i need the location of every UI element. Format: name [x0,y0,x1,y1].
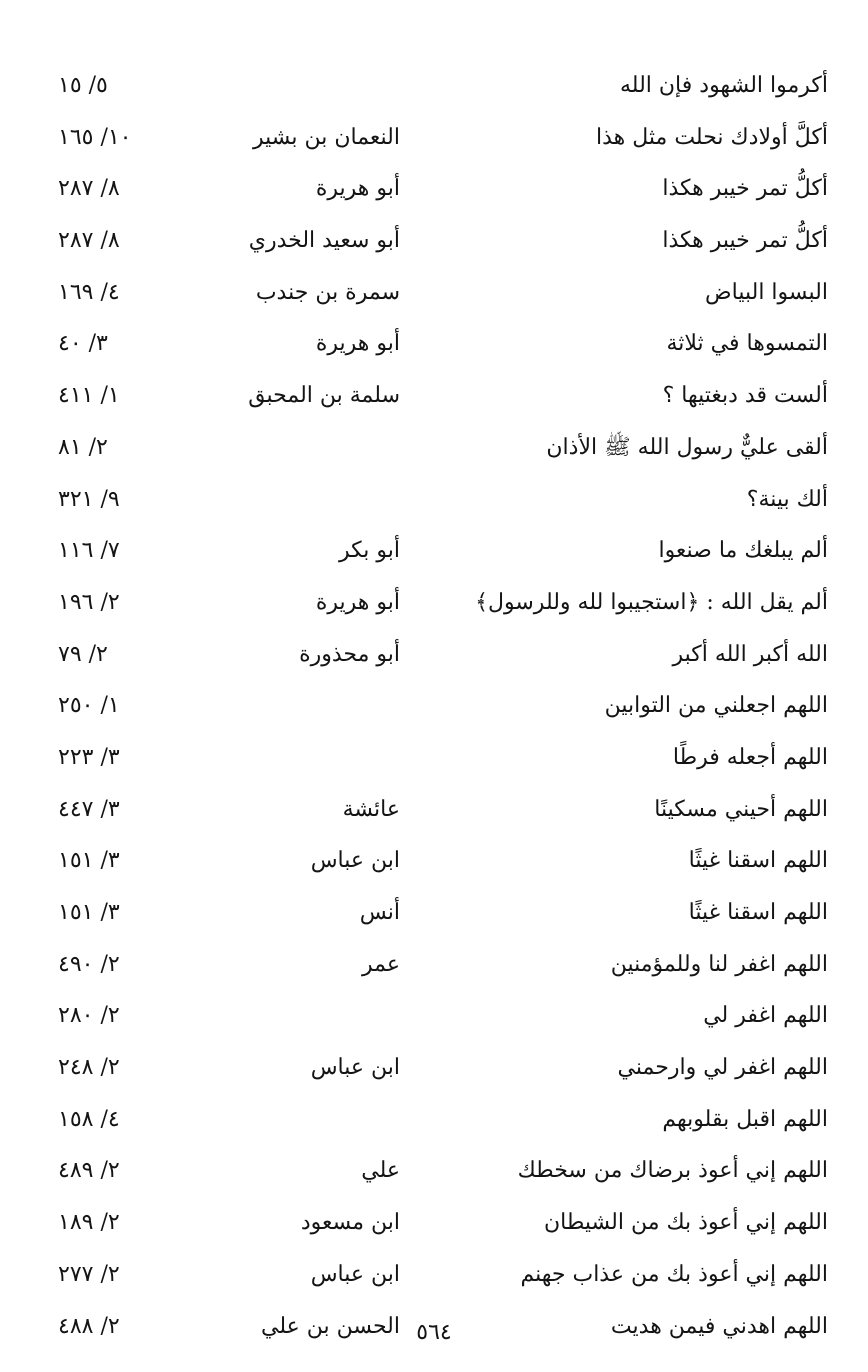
narrator-name: أبو محذورة [299,641,400,667]
volume-page-reference: ٣/ ٢٢٣ [58,744,120,770]
volume-page-reference: ٣/ ٤٤٧ [58,796,120,822]
volume-page-reference: ٤/ ١٦٩ [58,279,120,305]
narrator-name: علي [361,1158,400,1184]
page-number: ٥٦٤ [416,1320,452,1345]
hadith-text: ألم يبلغك ما صنعوا [658,538,828,564]
volume-page-reference: ٣/ ٤٠ [58,331,108,357]
hadith-text: ألست قد دبغتيها ؟ [662,383,828,409]
index-entry-row [0,680,868,732]
volume-page-reference: ٢/ ٧٩ [58,641,108,667]
hadith-text: ألقى عليٌّ رسول الله ﷺ الأذان [546,434,828,460]
hadith-text: اللهم أحيني مسكينًا [654,796,828,822]
index-entry-row [0,1249,868,1301]
volume-page-reference: ٢/ ٢٧٧ [58,1261,120,1287]
hadith-text: اللهم اغفر لي [703,1003,828,1029]
narrator-name: أبو هريرة [315,331,400,357]
narrator-name: أبو هريرة [315,589,400,615]
hadith-text: اللهم اغفر لنا وللمؤمنين [610,951,828,977]
hadith-text: أكلُّ تمر خيبر هكذا [662,176,828,202]
volume-page-reference: ١٠/ ١٦٥ [58,124,132,150]
volume-page-reference: ٨/ ٢٨٧ [58,228,120,254]
hadith-text: أكلُّ تمر خيبر هكذا [662,228,828,254]
volume-page-reference: ١/ ٢٥٠ [58,693,120,719]
narrator-name [180,60,400,112]
hadith-text: أكرموا الشهود فإن الله [620,73,828,98]
volume-page-reference: ٢/ ٢٨٠ [58,1003,120,1029]
index-entry-row [0,525,868,577]
index-entry-row [0,629,868,681]
volume-page-reference: ٢/ ٤٩٠ [58,951,120,977]
index-entry-row [0,577,868,629]
index-entry-row [0,732,868,784]
volume-page-reference: ٢/ ١٩٦ [58,589,120,615]
index-entry-row [0,112,868,164]
hadith-text: اللهم إني أعوذ برضاك من سخطك [517,1158,828,1184]
hadith-text: اللهم اسقنا غيثًا [688,900,828,925]
index-entry-row [0,215,868,267]
hadith-text: أكلَّ أولادك نحلت مثل هذا [596,124,828,150]
hadith-text: اللهم اغفر لي وارحمني [617,1055,828,1081]
narrator-name [180,732,400,784]
index-entry-row [0,1197,868,1249]
narrator-name [180,474,400,526]
narrator-name: الحسن بن علي [261,1313,400,1339]
hadith-text: اللهم اقبل بقلوبهم [662,1106,828,1132]
volume-page-reference: ٣/ ١٥١ [58,848,120,874]
narrator-name [180,680,400,732]
volume-page-reference: ٢/ ٤٨٩ [58,1158,120,1184]
narrator-name: ابن عباس [310,1055,400,1081]
index-entry-row [0,318,868,370]
narrator-name: سمرة بن جندب [255,279,400,305]
index-entry-row [0,163,868,215]
hadith-text: اللهم اسقنا غيثًا [688,848,828,874]
narrator-name: عمر [362,951,400,977]
index-entry-row [0,939,868,991]
narrator-name: النعمان بن بشير [252,124,400,150]
volume-page-reference: ٥/ ١٥ [58,73,108,98]
volume-page-reference: ١/ ٤١١ [58,383,120,409]
index-entry-row [0,370,868,422]
narrator-name: سلمة بن المحبق [248,383,400,409]
narrator-name: ابن مسعود [300,1210,400,1236]
index-entry-row [0,990,868,1042]
volume-page-reference: ٤/ ١٥٨ [58,1106,120,1132]
hadith-text: اللهم إني أعوذ بك من الشيطان [543,1210,828,1236]
narrator-name: أبو بكر [338,538,400,564]
index-entry-row [0,474,868,526]
volume-page-reference: ٢/ ١٨٩ [58,1210,120,1236]
narrator-name [180,422,400,474]
index-entry-row [0,1094,868,1146]
narrator-name: أنس [359,900,400,925]
volume-page-reference: ٢/ ٢٤٨ [58,1055,120,1081]
volume-page-reference: ٨/ ٢٨٧ [58,176,120,202]
volume-page-reference: ٣/ ١٥١ [58,900,120,925]
index-entry-row [0,835,868,887]
volume-page-reference: ٢/ ٤٨٨ [58,1313,120,1339]
hadith-text: ألك بينة؟ [746,486,828,512]
narrator-name: أبو سعيد الخدري [248,228,400,254]
narrator-name: عائشة [342,796,400,822]
volume-page-reference: ٩/ ٣٢١ [58,486,120,512]
index-entry-row [0,267,868,319]
narrator-name: أبو هريرة [315,176,400,202]
index-entry-row [0,1042,868,1094]
index-entry-row [0,422,868,474]
hadith-text: الله أكبر الله أكبر [672,641,828,667]
index-entry-row [0,887,868,939]
hadith-text: اللهم أجعله فرطًا [672,744,828,770]
hadith-text: اللهم اهدني فيمن هديت [610,1313,828,1339]
hadith-text: اللهم إني أعوذ بك من عذاب جهنم [520,1261,828,1287]
volume-page-reference: ٧/ ١١٦ [58,538,120,564]
index-entry-row [0,60,868,112]
narrator-name: ابن عباس [310,1261,400,1287]
index-entry-row [0,1145,868,1197]
hadith-text: ألم يقل الله : ﴿استجيبوا لله وللرسول﴾ [475,589,828,615]
hadith-index-list [0,60,868,1352]
narrator-name [180,990,400,1042]
hadith-text: اللهم اجعلني من التوابين [604,693,828,719]
hadith-text: التمسوها في ثلاثة [666,331,828,357]
narrator-name [180,1094,400,1146]
narrator-name: ابن عباس [310,848,400,874]
volume-page-reference: ٢/ ٨١ [58,434,108,460]
hadith-text: البسوا البياض [705,279,828,305]
index-entry-row [0,784,868,836]
